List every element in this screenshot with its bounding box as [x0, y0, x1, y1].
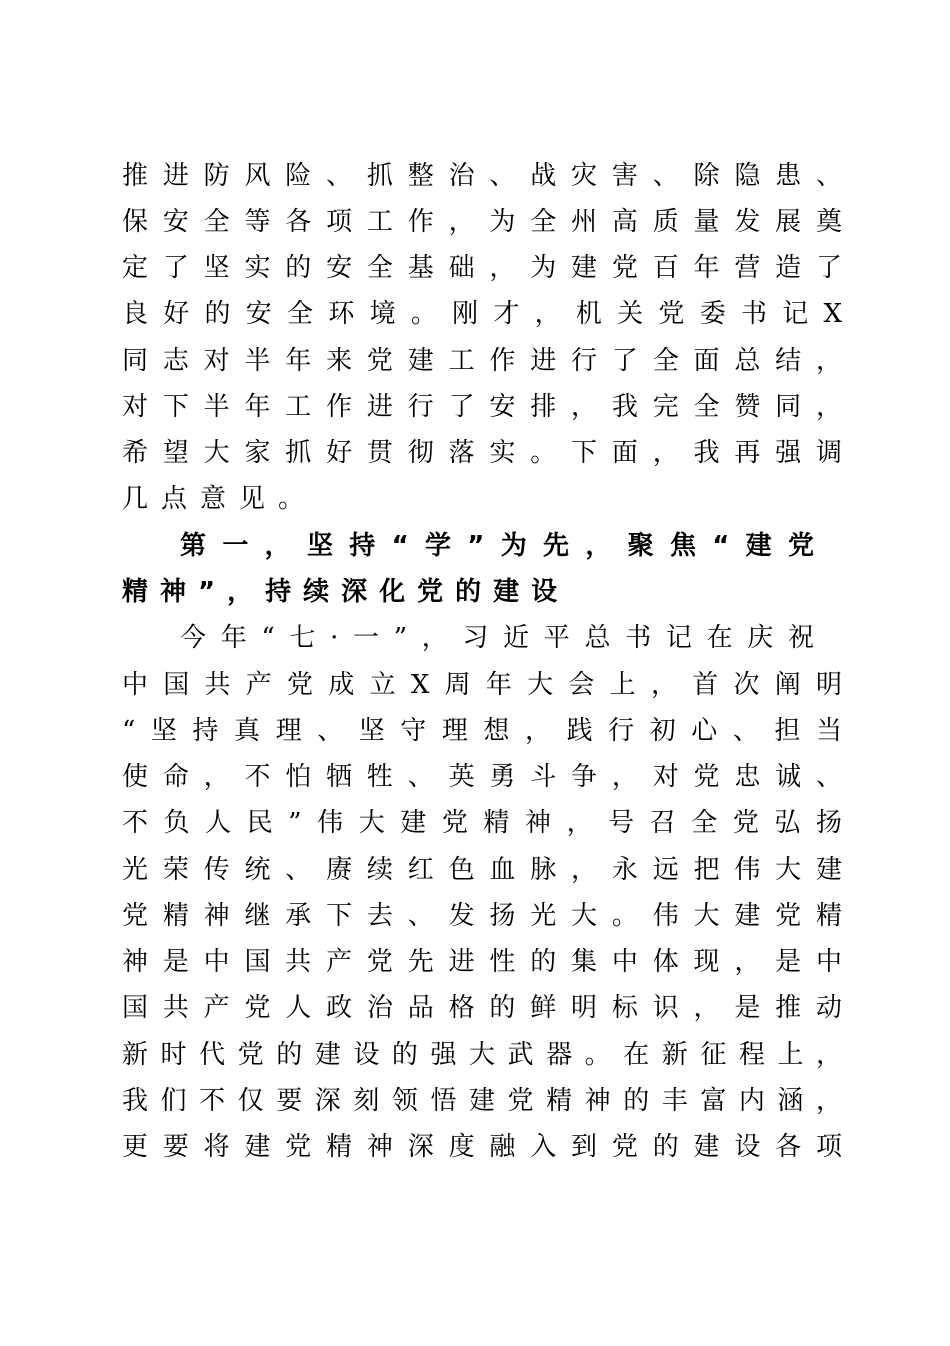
- paragraph-line: 光荣传统、赓续红色血脉，永远把伟大建: [122, 855, 842, 885]
- paragraph-line: 今年“七·一”，习近平总书记在庆祝: [180, 623, 814, 653]
- paragraph-line: 新时代党的建设的强大武器。在新征程上，: [122, 1040, 842, 1070]
- paragraph-line: 我们不仅要深刻领悟建党精神的丰富内涵，: [122, 1086, 842, 1116]
- paragraph-line: 使命，不怕牺牲、英勇斗争，对党忠诚、: [122, 762, 842, 792]
- paragraph-line: 推进防风险、抓整治、战灾害、除隐患、: [122, 161, 842, 191]
- paragraph-line: 希望大家抓好贯彻落实。下面，我再强调: [122, 438, 842, 468]
- paragraph-line: 更要将建党精神深度融入到党的建设各项: [122, 1132, 842, 1162]
- paragraph-line: 国共产党人政治品格的鲜明标识，是推动: [122, 993, 842, 1023]
- paragraph-line: 几点意见。: [122, 484, 318, 514]
- paragraph-line: 定了坚实的安全基础，为建党百年营造了: [122, 253, 842, 283]
- paragraph-line: 不负人民”伟大建党精神，号召全党弘扬: [122, 808, 842, 838]
- section-heading: 精神”，持续深化党的建设: [122, 577, 570, 607]
- paragraph-line: 中国共产党成立X周年大会上，首次阐明: [122, 670, 842, 700]
- paragraph-line: 同志对半年来党建工作进行了全面总结，: [122, 346, 842, 376]
- section-heading: 第一，坚持“学”为先，聚焦“建党: [180, 531, 814, 561]
- paragraph-line: 保安全等各项工作，为全州高质量发展奠: [122, 207, 842, 237]
- paragraph-line: 对下半年工作进行了安排，我完全赞同，: [122, 392, 842, 422]
- paragraph-line: 党精神继承下去、发扬光大。伟大建党精: [122, 901, 842, 931]
- paragraph-line: 神是中国共产党先进性的集中体现，是中: [122, 947, 842, 977]
- paragraph-line: 良好的安全环境。刚才，机关党委书记X: [122, 299, 842, 329]
- paragraph-line: “坚持真理、坚守理想，践行初心、担当: [122, 716, 842, 746]
